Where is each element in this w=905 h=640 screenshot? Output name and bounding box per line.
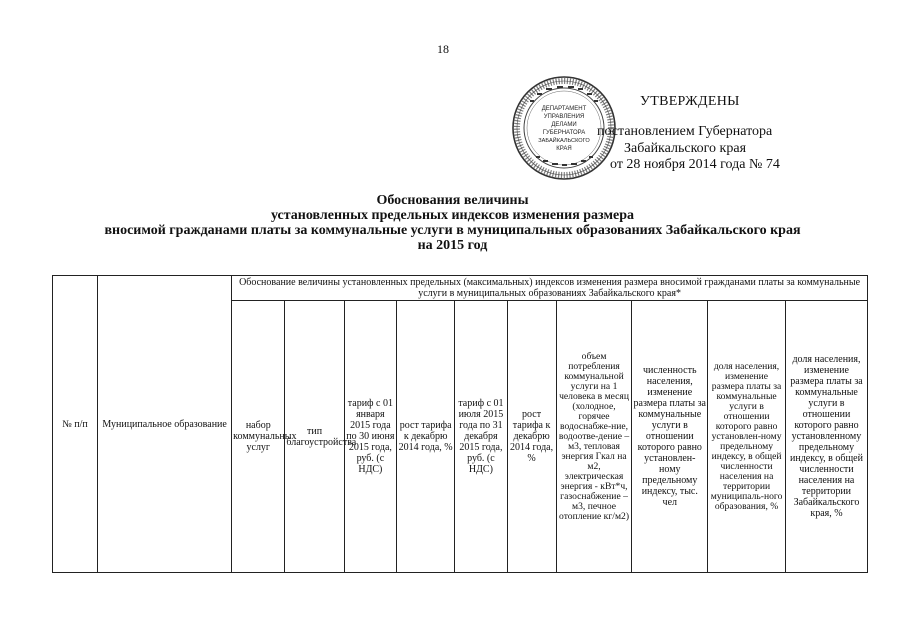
column-header-growth-h1: рост тарифа к декабрю 2014 года, %: [396, 301, 454, 573]
title-line: Обоснования величины: [376, 193, 529, 208]
column-header-population: численность населения, изменение размера платы за коммунальные услуги в отношении которого равно установлен-ному предельному индексу, тыс. чел: [632, 301, 708, 573]
column-header-tariff-h2: тариф с 01 июля 2015 года по 31 декабря 2015 года, руб. (с НДС): [455, 301, 507, 573]
page-number: 18: [437, 42, 449, 56]
column-header-service-set: набор коммунальных услуг: [232, 301, 285, 573]
approval-title: УТВЕРЖДЕНЫ: [640, 94, 740, 109]
column-header-tariff-h1: тариф с 01 января 2015 года по 30 июня 2015 года, руб. (с НДС): [344, 301, 396, 573]
approval-line: от 28 ноября 2014 года № 74: [610, 157, 780, 172]
column-header-share-region: доля населения, изменение размера платы за коммунальные услуги в отношении которого равно установленному предельному индексу, в общей численности населения на территории Забайкальского края, %: [785, 301, 867, 573]
title-line: вносимой гражданами платы за коммунальные услуги в муниципальных образованиях Забайкальского края: [104, 223, 801, 238]
column-header-share-municipality: доля населения, изменение размера платы за коммунальные услуги в отношении которого равно установлен-ному предельному индексу, в общей численности населения на территории муниципаль-ного образования, %: [708, 301, 786, 573]
title-line: установленных предельных индексов изменения размера: [270, 208, 635, 223]
svg-text:ГУБЕРНАТОРА: ГУБЕРНАТОРА: [542, 130, 586, 136]
svg-text:КРАЯ: КРАЯ: [556, 146, 572, 152]
svg-text:ДЕПАРТАМЕНТ: ДЕПАРТАМЕНТ: [541, 106, 587, 112]
title-line: на 2015 год: [417, 238, 488, 253]
column-header-amenity-type: тип благоустройства: [285, 301, 344, 573]
approval-line: Забайкальского края: [624, 141, 747, 156]
column-header-growth-h2: рост тарифа к декабрю 2014 года, %: [507, 301, 556, 573]
approval-line: постановлением Губернатора: [597, 124, 773, 139]
svg-text:УПРАВЛЕНИЯ: УПРАВЛЕНИЯ: [543, 114, 585, 120]
column-header-municipality: Муниципальное образование: [98, 276, 232, 573]
svg-text:ЗАБАЙКАЛЬСКОГО: ЗАБАЙКАЛЬСКОГО: [538, 138, 590, 144]
column-header-consumption: объем потребления коммунальной услуги на 1 человека в месяц (холодное, горячее водоснабже-ние, водоотве-дение – м3, тепловая энергия Гкал на м2, электрическая энергия - кВт*ч, газоснабжение – м3, печное отопление кг/м2): [556, 301, 632, 573]
group-header: Обоснование величины установленных предельных (максимальных) индексов изменения размера вносимой гражданами платы за коммунальные услуги в муниципальных образованиях Забайкальского края*: [232, 276, 868, 301]
document-title: [40, 193, 865, 253]
justification-table: [52, 275, 868, 573]
svg-text:ДЕЛАМИ: ДЕЛАМИ: [551, 122, 577, 128]
column-header-number: № п/п: [53, 276, 98, 573]
